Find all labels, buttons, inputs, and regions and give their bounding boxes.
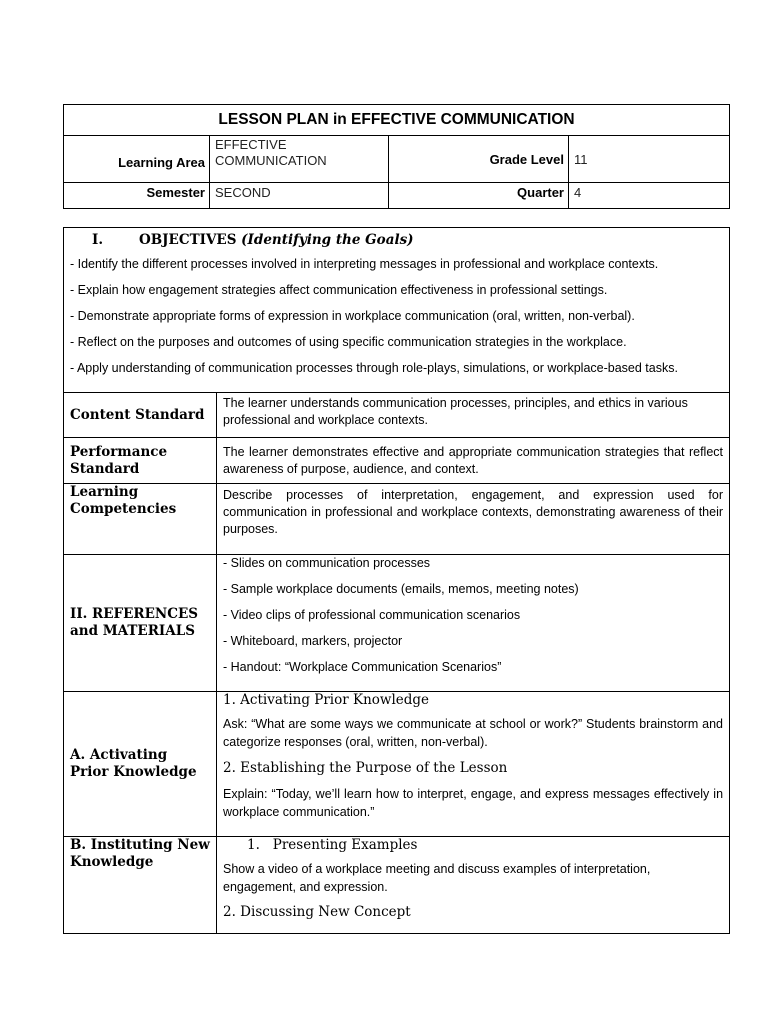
activating-subheading-2: 2. Establishing the Purpose of the Lesson bbox=[223, 760, 508, 776]
activating-subheading-1: 1. Activating Prior Knowledge bbox=[223, 692, 430, 708]
instituting-subheading-1: 1. Presenting Examples bbox=[247, 837, 418, 853]
activating-paragraph-1: Ask: “What are some ways we communicate at school or work?” Students brainstorm and categorize responses (oral, written, non-verbal). bbox=[223, 717, 724, 749]
objective-item: - Explain how engagement strategies affect communication effectiveness in professional settings. bbox=[70, 283, 608, 297]
learning-area-text: EFFECTIVE COMMUNICATION bbox=[215, 137, 327, 168]
objective-item: - Demonstrate appropriate forms of expression in workplace communication (oral, written, non-verbal). bbox=[70, 309, 635, 323]
semester-value: SECOND bbox=[210, 183, 389, 209]
references-materials bbox=[217, 555, 730, 692]
performance-standard-label: Performance Standard bbox=[64, 438, 217, 484]
reference-item: - Sample workplace documents (emails, memos, meeting notes) bbox=[223, 582, 579, 596]
grade-level-value: 11 bbox=[569, 136, 730, 183]
quarter-value: 4 bbox=[569, 183, 730, 209]
instituting-paragraph-1: Show a video of a workplace meeting and discuss examples of interpretation, engagement, and expression. bbox=[223, 862, 651, 894]
objectives-section bbox=[64, 228, 730, 393]
content-standard-label: Content Standard bbox=[64, 393, 217, 438]
objectives-subtitle: (Identifying the Goals) bbox=[241, 232, 414, 248]
learning-area-value bbox=[210, 136, 389, 183]
objective-item: - Identify the different processes involved in interpreting messages in professional and workplace contexts. bbox=[70, 257, 659, 271]
lesson-plan-table bbox=[63, 227, 730, 934]
references-label: II. REFERENCES and MATERIALS bbox=[64, 555, 217, 692]
instituting-label: B. Instituting New Knowledge bbox=[64, 837, 217, 934]
learning-competencies-label: Learning Competencies bbox=[64, 484, 217, 555]
reference-item: - Whiteboard, markers, projector bbox=[223, 634, 403, 648]
instituting-subheading-2: 2. Discussing New Concept bbox=[223, 904, 411, 920]
activating-content bbox=[217, 692, 730, 837]
objective-item: - Apply understanding of communication processes through role-plays, simulations, or workplace-based tasks. bbox=[70, 361, 678, 375]
objectives-number: I. bbox=[92, 232, 104, 248]
content-standard-text: The learner understands communication processes, principles, and ethics in various professional and workplace contexts. bbox=[217, 393, 730, 438]
header-table bbox=[63, 104, 730, 209]
instituting-content bbox=[217, 837, 730, 934]
reference-item: - Video clips of professional communication scenarios bbox=[223, 608, 521, 622]
activating-paragraph-2: Explain: “Today, we’ll learn how to interpret, engage, and express messages effectively in workplace communication.” bbox=[223, 787, 724, 819]
reference-item: - Handout: “Workplace Communication Scenarios” bbox=[223, 660, 502, 674]
performance-standard-text: The learner demonstrates effective and appropriate communication strategies that reflect awareness of purpose, audience, and context. bbox=[217, 438, 730, 484]
semester-label: Semester bbox=[64, 183, 210, 209]
grade-level-label: Grade Level bbox=[389, 136, 569, 183]
objectives-title: OBJECTIVES bbox=[139, 232, 242, 248]
learning-competencies-text: Describe processes of interpretation, engagement, and expression used for communication in professional and workplace contexts, demonstrating awareness of their purposes. bbox=[217, 484, 730, 555]
objective-item: - Reflect on the purposes and outcomes of using specific communication strategies in the workplace. bbox=[70, 335, 627, 349]
activating-label: A. Activating Prior Knowledge bbox=[64, 692, 217, 837]
learning-area-label: Learning Area bbox=[64, 136, 210, 183]
quarter-label: Quarter bbox=[389, 183, 569, 209]
lesson-plan-title: LESSON PLAN in EFFECTIVE COMMUNICATION bbox=[64, 105, 730, 136]
objectives-heading bbox=[92, 232, 723, 248]
reference-item: - Slides on communication processes bbox=[223, 556, 431, 570]
